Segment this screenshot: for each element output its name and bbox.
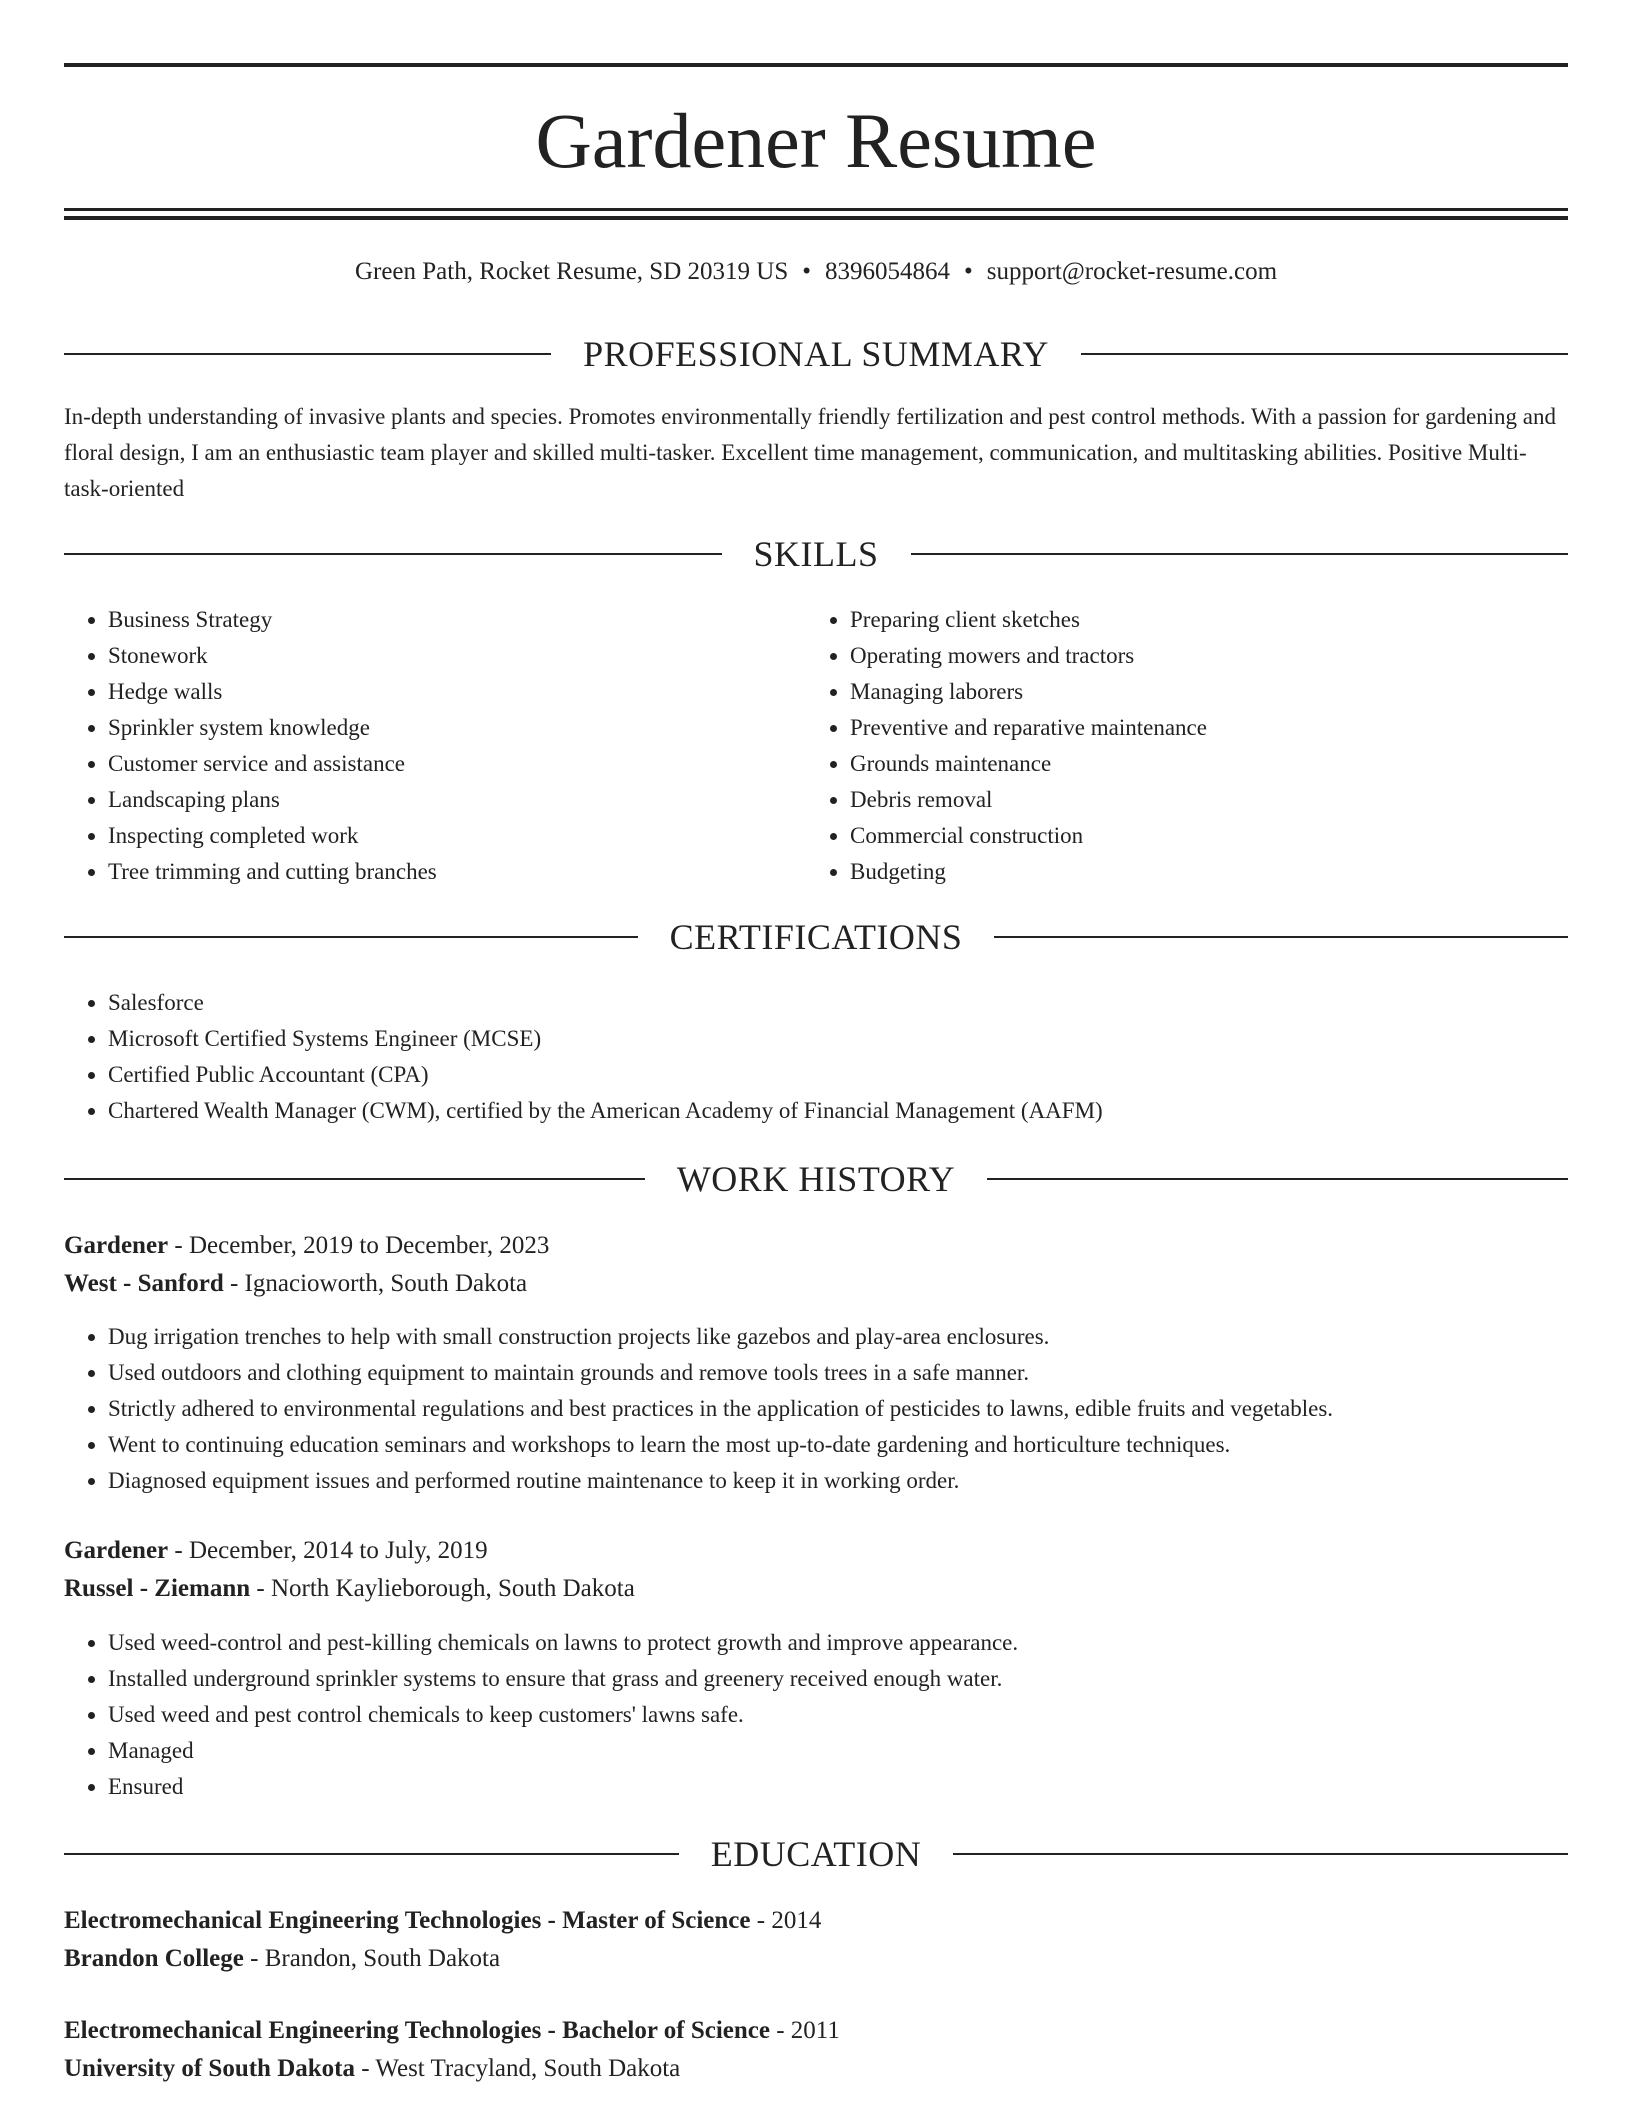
job-duty-item: • Used outdoors and clothing equipment to maintain grounds and remove tools trees in a safe manner.: [108, 1355, 1568, 1391]
skill-item: • Tree trimming and cutting branches: [108, 854, 804, 890]
heading-rule-right: [987, 1178, 1568, 1180]
job-title: Gardener: [64, 1537, 169, 1564]
heading-rule-right: [953, 1853, 1568, 1855]
skill-item: • Landscaping plans: [108, 782, 804, 818]
job-duty-item: • Strictly adhered to environmental regulations and best practices in the application of pesticides to lawns, edible fruits and vegetables.: [108, 1391, 1568, 1427]
heading-rule-right: [1081, 353, 1568, 355]
job-employer-line: [64, 1570, 1568, 1608]
job-employer-line: [64, 1265, 1568, 1303]
heading-rule-right: [994, 936, 1568, 938]
skill-item: • Grounds maintenance: [850, 746, 1566, 782]
degree-line: [64, 1902, 1568, 1940]
job-employer: West - Sanford: [64, 1270, 224, 1297]
degree: Electromechanical Engineering Technologies - Bachelor of Science: [64, 2017, 770, 2044]
job-dates: - December, 2014 to July, 2019: [168, 1537, 488, 1564]
contact-separator: •: [964, 258, 973, 285]
education-entry: [64, 2012, 1568, 2088]
skill-item: • Budgeting: [850, 854, 1566, 890]
school-location: - West Tracyland, South Dakota: [355, 2055, 681, 2082]
skill-item: • Stonework: [108, 638, 804, 674]
contact-line: [64, 254, 1568, 290]
section-title: EDUCATION: [710, 1834, 922, 1874]
degree-year: - 2011: [769, 2017, 840, 2044]
contact-address: Green Path, Rocket Resume, SD 20319 US: [354, 258, 789, 285]
job-location: - North Kaylieborough, South Dakota: [250, 1575, 635, 1602]
education-entry: [64, 1902, 1568, 1978]
skills-column-left: [64, 602, 804, 890]
skill-item: • Inspecting completed work: [108, 818, 804, 854]
skill-item: • Operating mowers and tractors: [850, 638, 1566, 674]
section-title: SKILLS: [753, 534, 879, 574]
section-heading-work-history: [64, 1155, 1568, 1203]
title-rule-lower: [64, 216, 1568, 220]
certification-item: • Salesforce: [108, 985, 1568, 1021]
job-duties: [64, 1625, 1568, 1805]
heading-rule-left: [64, 353, 551, 355]
school-line: [64, 2050, 1568, 2088]
job-duty-item: • Dug irrigation trenches to help with small construction projects like gazebos and play-area enclosures.: [108, 1319, 1568, 1355]
job-duty-item: • Diagnosed equipment issues and performed routine maintenance to keep it in working order.: [108, 1463, 1568, 1499]
heading-rule-right: [911, 553, 1569, 555]
certification-item: • Certified Public Accountant (CPA): [108, 1057, 1568, 1093]
section-heading-skills: [64, 530, 1568, 578]
skill-item: • Preventive and reparative maintenance: [850, 710, 1566, 746]
job-title-line: [64, 1532, 1568, 1570]
skill-item: • Hedge walls: [108, 674, 804, 710]
heading-rule-left: [64, 936, 638, 938]
job-duty-item: • Used weed-control and pest-killing chemicals on lawns to protect growth and improve appearance.: [108, 1625, 1568, 1661]
summary-text: In-depth understanding of invasive plants and species. Promotes environmentally friendly fertilization and pest control methods. With a passion for gardening and floral design, I am an enthusiastic team player and skilled multi-tasker. Excellent time management, communication, and multitasking abilities. Positive Multi-task-oriented: [64, 404, 1557, 501]
school-location: - Brandon, South Dakota: [243, 1945, 501, 1972]
certifications-list: [64, 985, 1568, 1129]
job-duty-item: • Went to continuing education seminars and workshops to learn the most up-to-date gardening and horticulture techniques.: [108, 1427, 1568, 1463]
degree-line: [64, 2012, 1568, 2050]
school: Brandon College: [64, 1945, 244, 1972]
section-heading-certifications: [64, 913, 1568, 961]
job-duty-item: • Used weed and pest control chemicals to keep customers' lawns safe.: [108, 1697, 1568, 1733]
skill-item: • Managing laborers: [850, 674, 1566, 710]
section-title: WORK HISTORY: [676, 1159, 956, 1199]
job-employer: Russel - Ziemann: [64, 1575, 251, 1602]
section-heading-education: [64, 1830, 1568, 1878]
job-entry: [64, 1227, 1568, 1303]
degree-year: - 2014: [750, 1907, 822, 1934]
skill-item: • Commercial construction: [850, 818, 1566, 854]
skill-item: • Preparing client sketches: [850, 602, 1566, 638]
skills-column-right: [806, 602, 1566, 890]
job-entry: [64, 1532, 1568, 1608]
heading-rule-left: [64, 1853, 679, 1855]
certification-item: • Microsoft Certified Systems Engineer (MCSE): [108, 1021, 1568, 1057]
school: University of South Dakota: [64, 2055, 355, 2082]
skill-item: • Customer service and assistance: [108, 746, 804, 782]
top-rule: [64, 63, 1568, 67]
heading-rule-left: [64, 553, 722, 555]
job-location: - Ignacioworth, South Dakota: [223, 1270, 528, 1297]
job-duty-item: • Installed underground sprinkler systems to ensure that grass and greenery received enough water.: [108, 1661, 1568, 1697]
section-heading-summary: [64, 330, 1568, 378]
contact-separator: •: [802, 258, 811, 285]
job-dates: - December, 2019 to December, 2023: [168, 1232, 550, 1259]
skill-item: • Debris removal: [850, 782, 1566, 818]
contact-phone: 8396054864: [825, 258, 950, 285]
heading-rule-left: [64, 1178, 645, 1180]
page-title: Gardener Resume: [535, 97, 1097, 184]
skill-item: • Business Strategy: [108, 602, 804, 638]
job-title: Gardener: [64, 1232, 169, 1259]
skill-item: • Sprinkler system knowledge: [108, 710, 804, 746]
section-title: CERTIFICATIONS: [669, 917, 963, 957]
degree: Electromechanical Engineering Technologies - Master of Science: [64, 1907, 751, 1934]
contact-email: support@rocket-resume.com: [986, 258, 1278, 285]
school-line: [64, 1940, 1568, 1978]
job-duty-item: • Ensured: [108, 1769, 1568, 1805]
job-duty-item: • Managed: [108, 1733, 1568, 1769]
title-rule-upper: [64, 208, 1568, 211]
job-title-line: [64, 1227, 1568, 1265]
job-duties: [64, 1319, 1568, 1499]
section-title: PROFESSIONAL SUMMARY: [583, 334, 1049, 374]
certification-item: • Chartered Wealth Manager (CWM), certified by the American Academy of Financial Management (AAFM): [108, 1093, 1568, 1129]
